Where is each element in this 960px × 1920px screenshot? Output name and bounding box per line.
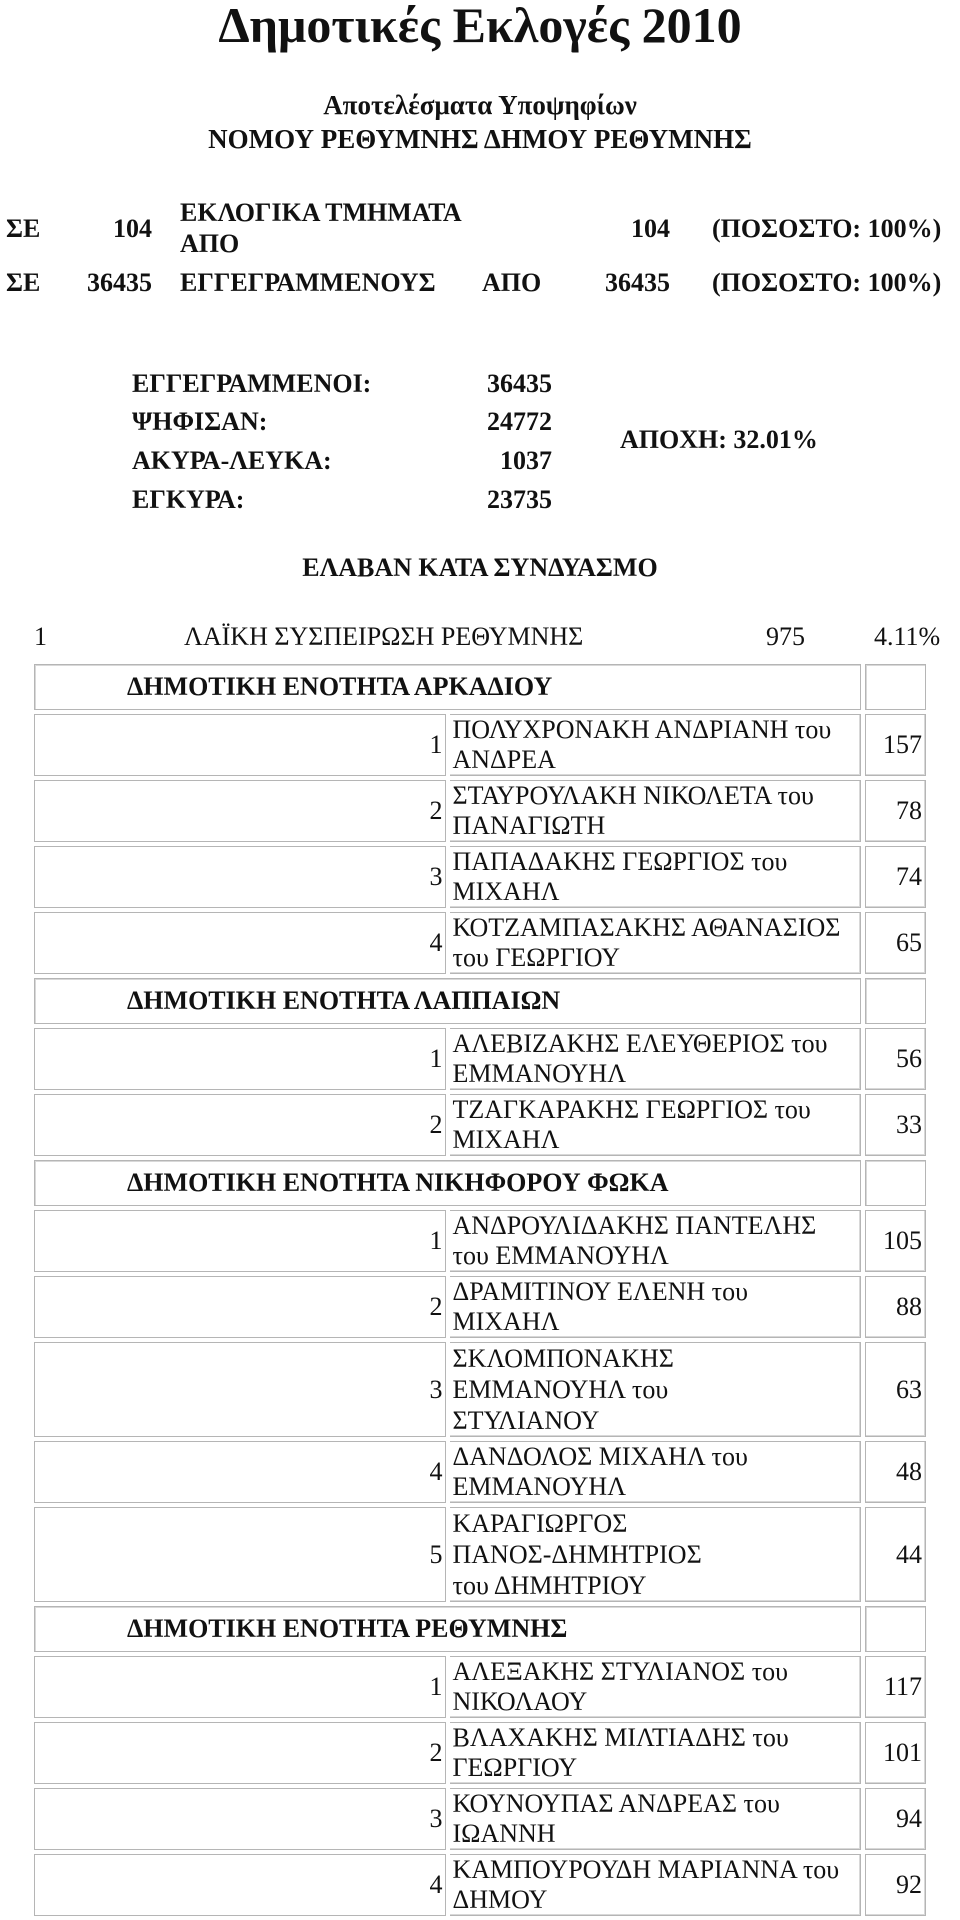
candidate-votes: 65 [865, 912, 926, 974]
candidate-name: ΣΤΑΥΡΟΥΛΑΚΗ ΝΙΚΟΛΕΤΑ του ΠΑΝΑΓΙΩΤΗ [450, 780, 862, 842]
candidate-name: ΔΑΝΔΟΛΟΣ ΜΙΧΑΗΛ του ΕΜΜΑΝΟΥΗΛ [450, 1441, 862, 1503]
stat-label: ΨΗΦΙΣΑΝ: [132, 407, 268, 436]
candidate-row [34, 1722, 926, 1784]
candidate-name: ΑΛΕΞΑΚΗΣ ΣΤΥΛΙΑΝΟΣ του ΝΙΚΟΛΑΟΥ [450, 1656, 862, 1718]
candidate-votes: 78 [865, 780, 926, 842]
candidate-row [34, 1656, 926, 1718]
group-header-row [34, 1160, 926, 1206]
group-header-row [34, 1606, 926, 1652]
candidate-votes: 56 [865, 1028, 926, 1090]
candidate-rank: 4 [34, 1441, 446, 1503]
registered-total: 36435 [605, 268, 670, 297]
candidate-name: ΒΛΑΧΑΚΗΣ ΜΙΛΤΙΑΔΗΣ του ΓΕΩΡΓΙΟΥ [450, 1722, 862, 1784]
candidate-name: ΑΝΔΡΟΥΛΙΔΑΚΗΣ ΠΑΝΤΕΛΗΣ του ΕΜΜΑΝΟΥΗΛ [450, 1210, 862, 1272]
candidate-rank: 2 [34, 1276, 446, 1338]
candidate-votes: 92 [865, 1854, 926, 1916]
candidate-row [34, 1094, 926, 1156]
candidate-votes: 63 [865, 1342, 926, 1437]
candidate-name: ΚΟΥΝΟΥΠΑΣ ΑΝΔΡΕΑΣ του ΙΩΑΝΝΗ [450, 1788, 862, 1850]
candidate-rank: 1 [34, 1210, 446, 1272]
candidate-votes: 101 [865, 1722, 926, 1784]
candidate-name: ΣΚΛΟΜΠΟΝΑΚΗΣ ΕΜΜΑΝΟΥΗΛ του ΣΤΥΛΙΑΝΟΥ [450, 1342, 862, 1437]
sections-count: 104 [113, 214, 152, 243]
coalition-percent: 4.11% [874, 622, 941, 651]
candidate-votes: 48 [865, 1441, 926, 1503]
group-votes-cell [865, 1160, 926, 1206]
candidate-row [34, 1276, 926, 1338]
candidate-rank: 1 [34, 1028, 446, 1090]
candidate-rank: 4 [34, 912, 446, 974]
candidate-name: ΤΖΑΓΚΑΡΑΚΗΣ ΓΕΩΡΓΙΟΣ του ΜΙΧΑΗΛ [450, 1094, 862, 1156]
candidate-name: ΔΡΑΜΙΤΙΝΟΥ ΕΛΕΝΗ του ΜΙΧΑΗΛ [450, 1276, 862, 1338]
group-header-row [34, 978, 926, 1024]
stat-value: 24772 [487, 407, 552, 436]
sections-percent: (ΠΟΣΟΣΤΟ: 100%) [712, 214, 942, 243]
stat-value: 36435 [487, 369, 552, 398]
candidate-row [34, 1854, 926, 1916]
stat-label: ΑΚΥΡΑ-ΛΕΥΚΑ: [132, 446, 332, 475]
group-votes-cell [865, 1606, 926, 1652]
group-votes-cell [865, 664, 926, 710]
registered-prefix: ΣΕ [6, 268, 41, 297]
candidate-row [34, 1028, 926, 1090]
results-subtitle: Αποτελέσματα Υποψηφίων [323, 90, 637, 120]
region-subtitle: ΝΟΜΟΥ ΡΕΘΥΜΝΗΣ ΔΗΜΟΥ ΡΕΘΥΜΝΗΣ [208, 124, 752, 154]
candidate-row [34, 1441, 926, 1503]
candidate-row [34, 780, 926, 842]
candidate-name: ΠΟΛΥΧΡΟΝΑΚΗ ΑΝΔΡΙΑΝΗ του ΑΝΔΡΕΑ [450, 714, 862, 776]
sections-label: ΕΚΛΟΓΙΚΑ ΤΜΗΜΑΤΑ [180, 198, 462, 227]
candidate-name: ΚΑΡΑΓΙΩΡΓΟΣ ΠΑΝΟΣ-ΔΗΜΗΤΡΙΟΣ του ΔΗΜΗΤΡΙΟΥ [450, 1507, 862, 1602]
candidate-name: ΠΑΠΑΔΑΚΗΣ ΓΕΩΡΓΙΟΣ του ΜΙΧΑΗΛ [450, 846, 862, 908]
candidate-name: ΚΟΤΖΑΜΠΑΣΑΚΗΣ ΑΘΑΝΑΣΙΟΣ του ΓΕΩΡΓΙΟΥ [450, 912, 862, 974]
coalition-name: ΛΑΪΚΗ ΣΥΣΠΕΙΡΩΣΗ ΡΕΘΥΜΝΗΣ [184, 622, 584, 651]
registered-label: ΕΓΓΕΓΡΑΜΜΕΝΟΥΣ [180, 268, 436, 297]
candidate-rank: 3 [34, 846, 446, 908]
candidate-row [34, 1342, 926, 1437]
candidate-rank: 1 [34, 714, 446, 776]
candidate-rank: 3 [34, 1342, 446, 1437]
candidate-row [34, 846, 926, 908]
candidate-rank: 1 [34, 1656, 446, 1718]
stat-label: ΕΓΚΥΡΑ: [132, 485, 245, 514]
coalition-rank: 1 [34, 622, 47, 651]
group-name: ΔΗΜΟΤΙΚΗ ΕΝΟΤΗΤΑ ΛΑΠΠΑΙΩΝ [34, 978, 861, 1024]
page-title: Δημοτικές Εκλογές 2010 [218, 0, 742, 53]
stat-label: ΕΓΓΕΓΡΑΜΜΕΝΟΙ: [132, 369, 372, 398]
candidate-row [34, 714, 926, 776]
candidate-votes: 74 [865, 846, 926, 908]
candidate-votes: 33 [865, 1094, 926, 1156]
stat-value: 1037 [500, 446, 552, 475]
registered-count: 36435 [87, 268, 152, 297]
sections-apo: ΑΠΟ [180, 229, 240, 258]
candidate-votes: 105 [865, 1210, 926, 1272]
group-header-row [34, 664, 926, 710]
candidate-rank: 2 [34, 780, 446, 842]
candidate-row [34, 1788, 926, 1850]
candidate-rank: 2 [34, 1722, 446, 1784]
group-name: ΔΗΜΟΤΙΚΗ ΕΝΟΤΗΤΑ ΝΙΚΗΦΟΡΟΥ ΦΩΚΑ [34, 1160, 861, 1206]
candidate-votes: 44 [865, 1507, 926, 1602]
sections-prefix: ΣΕ [6, 214, 41, 243]
group-name: ΔΗΜΟΤΙΚΗ ΕΝΟΤΗΤΑ ΑΡΚΑΔΙΟΥ [34, 664, 861, 710]
candidate-rank: 2 [34, 1094, 446, 1156]
candidate-rank: 5 [34, 1507, 446, 1602]
coalition-heading: ΕΛΑΒΑΝ ΚΑΤΑ ΣΥΝΔΥΑΣΜΟ [302, 553, 658, 582]
candidate-row [34, 1507, 926, 1602]
candidate-votes: 88 [865, 1276, 926, 1338]
candidate-votes: 117 [865, 1656, 926, 1718]
group-name: ΔΗΜΟΤΙΚΗ ΕΝΟΤΗΤΑ ΡΕΘΥΜΝΗΣ [34, 1606, 861, 1652]
candidate-rank: 3 [34, 1788, 446, 1850]
candidate-name: ΚΑΜΠΟΥΡΟΥΔΗ ΜΑΡΙΑΝΝΑ του ΔΗΜΟΥ [450, 1854, 862, 1916]
sections-total: 104 [631, 214, 670, 243]
candidates-table [30, 660, 930, 1920]
candidate-votes: 94 [865, 1788, 926, 1850]
abstention-rate: ΑΠΟΧΗ: 32.01% [620, 425, 818, 454]
candidate-name: ΑΛΕΒΙΖΑΚΗΣ ΕΛΕΥΘΕΡΙΟΣ του ΕΜΜΑΝΟΥΗΛ [450, 1028, 862, 1090]
candidate-row [34, 912, 926, 974]
candidate-votes: 157 [865, 714, 926, 776]
coalition-votes: 975 [766, 622, 805, 651]
candidate-rank: 4 [34, 1854, 446, 1916]
candidate-row [34, 1210, 926, 1272]
stat-value: 23735 [487, 485, 552, 514]
group-votes-cell [865, 978, 926, 1024]
registered-apo: ΑΠΟ [482, 268, 542, 297]
registered-percent: (ΠΟΣΟΣΤΟ: 100%) [712, 268, 942, 297]
